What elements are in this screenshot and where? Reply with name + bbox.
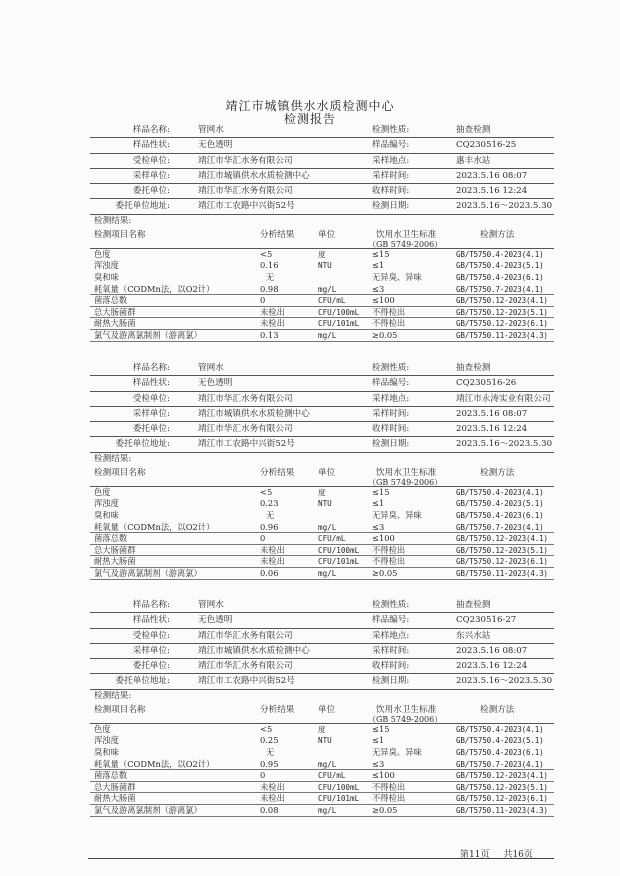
result-item: 臭和味: [94, 271, 119, 282]
info-row: [88, 629, 554, 644]
result-method: GB/T5750.12-2023(6.1): [456, 557, 548, 567]
info-label: 委托单位:: [132, 661, 170, 672]
info-row: [88, 437, 554, 452]
info-row: [88, 169, 554, 184]
info-label: 收样时间:: [372, 661, 410, 672]
info-label: 样品编号:: [372, 378, 410, 389]
result-unit: 度: [318, 724, 326, 734]
info-value: 抽查检测: [456, 125, 491, 135]
info-value: 2023.5.16 12:24: [456, 661, 528, 672]
result-item: 耗氧量（CODMn法，以O2计）: [94, 758, 215, 769]
info-value: 靖江市城镇供水水质检测中心: [198, 170, 310, 181]
result-row: [88, 724, 554, 736]
info-value: 2023.5.16～2023.5.30: [456, 201, 553, 212]
result-method: GB/T5750.11-2023(4.3): [456, 568, 548, 578]
result-value: <5: [260, 723, 273, 734]
result-standard: ≤1: [372, 498, 385, 509]
result-standard: 无异臭、异味: [372, 271, 422, 282]
result-standard: 不得检出: [372, 318, 406, 329]
result-unit: mg/L: [318, 522, 337, 532]
info-label: 检测性质:: [372, 363, 410, 373]
result-value: 未检出: [260, 556, 285, 567]
result-method: GB/T5750.12-2023(5.1): [456, 782, 548, 792]
result-row: [88, 284, 554, 296]
info-value: 靖江市华汇水务有限公司: [198, 630, 293, 641]
row-divider: [90, 689, 554, 690]
col-header-result: 分析结果: [260, 704, 295, 715]
info-label: 样品性状:: [132, 615, 170, 626]
info-label: 采样单位:: [132, 408, 170, 419]
result-value: 未检出: [260, 793, 285, 804]
info-label: 采样单位:: [132, 170, 170, 181]
sample-section: [88, 361, 554, 580]
result-row: [88, 782, 554, 794]
result-item: 总大肠菌群: [94, 781, 136, 792]
result-unit: 度: [318, 487, 326, 497]
results-header: [88, 465, 554, 487]
result-method: GB/T5750.7-2023(4.1): [456, 284, 544, 294]
col-header-standard-code: （GB 5749-2006）: [368, 714, 443, 724]
result-method: GB/T5750.4-2023(6.1): [456, 272, 544, 282]
info-value: 2023.5.16～2023.5.30: [456, 676, 553, 687]
row-divider: [90, 816, 554, 817]
result-value: 0.96: [260, 521, 279, 532]
info-label: 样品性状:: [132, 378, 170, 389]
info-value: 管网水: [198, 363, 224, 373]
col-header-method: 检测方法: [480, 229, 515, 240]
info-value: 2023.5.16 08:07: [456, 645, 528, 656]
info-row: [88, 644, 554, 659]
result-value: 0.23: [260, 498, 279, 509]
result-standard: ≤1: [372, 735, 385, 746]
result-standard: ≤15: [372, 486, 390, 497]
result-item: 耐热大肠菌: [94, 556, 136, 567]
result-unit: CFU/100mL: [318, 782, 360, 792]
info-row: [88, 659, 554, 674]
info-value: 管网水: [198, 125, 224, 135]
info-row: [88, 407, 554, 422]
result-row: [88, 556, 554, 568]
info-value: 靖江市工农路中兴街52号: [198, 439, 295, 450]
col-header-standard: 饮用水卫生标准: [376, 467, 437, 478]
info-label: 收样时间:: [372, 186, 410, 197]
result-method: GB/T5750.7-2023(4.1): [456, 759, 544, 769]
result-standard: ≤3: [372, 283, 385, 294]
result-unit: CFU/100mL: [318, 307, 360, 317]
result-item: 总大肠菌群: [94, 306, 136, 317]
info-label: 检测日期:: [372, 676, 410, 687]
info-label: 采样地点:: [372, 155, 410, 166]
info-value: 靖江市城镇供水水质检测中心: [198, 645, 310, 656]
result-method: GB/T5750.12-2023(5.1): [456, 545, 548, 555]
result-value: 0.06: [260, 567, 279, 578]
results-label: 检测结果:: [94, 690, 132, 701]
result-value: 无: [266, 746, 275, 757]
info-label: 检测性质:: [372, 125, 410, 135]
result-method: GB/T5750.12-2023(5.1): [456, 307, 548, 317]
sample-section: [88, 598, 554, 817]
info-value: CQ230516-27: [456, 615, 517, 626]
results-label: 检测结果:: [94, 215, 132, 226]
result-standard: 不得检出: [372, 306, 406, 317]
info-value: 靖江市永涛实业有限公司: [456, 393, 551, 404]
result-value: 0: [260, 295, 266, 306]
result-item: 总大肠菌群: [94, 544, 136, 555]
result-unit: NTU: [318, 261, 332, 271]
col-header-item: 检测项目名称: [94, 467, 146, 478]
info-value: 东兴水站: [456, 630, 491, 641]
result-row: [88, 260, 554, 272]
result-row: [88, 295, 554, 307]
results-header: [88, 227, 554, 249]
info-value: CQ230516-25: [456, 140, 517, 151]
info-label: 受检单位:: [132, 393, 170, 404]
result-value: <5: [260, 248, 273, 259]
report-title: 检测报告: [283, 112, 336, 126]
result-unit: 度: [318, 249, 326, 259]
row-divider: [90, 341, 554, 342]
result-row: [88, 805, 554, 817]
result-standard: ≤15: [372, 248, 390, 259]
result-item: 耐热大肠菌: [94, 793, 136, 804]
sample-section: [88, 123, 554, 342]
result-unit: CFU/mL: [318, 534, 346, 544]
info-value: 靖江市华汇水务有限公司: [198, 424, 293, 435]
result-value: 未检出: [260, 781, 285, 792]
info-value: 管网水: [198, 600, 224, 610]
result-row: [88, 522, 554, 534]
result-standard: ≤100: [372, 295, 395, 306]
info-row: [88, 674, 554, 689]
result-method: GB/T5750.11-2023(4.3): [456, 805, 548, 815]
col-header-item: 检测项目名称: [94, 229, 146, 240]
info-label: 样品名称:: [132, 125, 170, 135]
result-method: GB/T5750.4-2023(6.1): [456, 747, 544, 757]
result-unit: mg/L: [318, 568, 337, 578]
info-row: [88, 613, 554, 628]
info-value: 无色透明: [198, 615, 233, 626]
result-value: 0.16: [260, 260, 279, 271]
info-value: 靖江市华汇水务有限公司: [198, 393, 293, 404]
result-method: GB/T5750.12-2023(4.1): [456, 771, 548, 781]
info-value: 靖江市华汇水务有限公司: [198, 186, 293, 197]
col-header-standard: 饮用水卫生标准: [376, 229, 437, 240]
info-label: 采样地点:: [372, 630, 410, 641]
result-method: GB/T5750.4-2023(4.1): [456, 487, 544, 497]
info-value: 靖江市城镇供水水质检测中心: [198, 408, 310, 419]
result-item: 氯气及游离氯制剂（游离氯）: [94, 329, 202, 340]
result-row: [88, 759, 554, 771]
row-divider: [90, 579, 554, 580]
result-row: [88, 545, 554, 557]
result-standard: ≤3: [372, 758, 385, 769]
info-row: [88, 392, 554, 407]
info-value: 2023.5.16 08:07: [456, 170, 528, 181]
result-standard: 不得检出: [372, 781, 406, 792]
result-standard: ≤3: [372, 521, 385, 532]
page-footer: [460, 847, 547, 860]
info-row: [88, 154, 554, 169]
result-item: 浑浊度: [94, 735, 119, 746]
result-item: 氯气及游离氯制剂（游离氯）: [94, 804, 202, 815]
result-row: [88, 735, 554, 747]
result-row: [88, 249, 554, 261]
info-label: 委托单位:: [132, 424, 170, 435]
result-item: 臭和味: [94, 509, 119, 520]
result-value: 0.95: [260, 758, 279, 769]
info-value: 惠丰水站: [456, 155, 491, 166]
result-row: [88, 487, 554, 499]
result-row: [88, 272, 554, 284]
result-item: 菌落总数: [94, 533, 128, 544]
result-standard: ≤15: [372, 723, 390, 734]
result-method: GB/T5750.12-2023(6.1): [456, 794, 548, 804]
info-value: 2023.5.16 12:24: [456, 186, 528, 197]
result-item: 耗氧量（CODMn法，以O2计）: [94, 283, 215, 294]
result-method: GB/T5750.4-2023(5.1): [456, 499, 544, 509]
result-method: GB/T5750.7-2023(4.1): [456, 522, 544, 532]
col-header-result: 分析结果: [260, 229, 295, 240]
result-method: GB/T5750.11-2023(4.3): [456, 330, 548, 340]
info-label: 样品编号:: [372, 140, 410, 151]
info-label: 检测日期:: [372, 201, 410, 212]
info-label: 受检单位:: [132, 155, 170, 166]
page-total: 共16页: [503, 850, 533, 860]
row-divider: [90, 214, 554, 215]
result-row: [88, 498, 554, 510]
result-row: [88, 510, 554, 522]
result-item: 耐热大肠菌: [94, 318, 136, 329]
result-item: 菌落总数: [94, 770, 128, 781]
info-row: [88, 184, 554, 199]
result-value: 未检出: [260, 318, 285, 329]
info-value: 靖江市华汇水务有限公司: [198, 155, 293, 166]
info-label: 采样时间:: [372, 645, 410, 656]
info-label: 样品名称:: [132, 600, 170, 610]
result-value: 0.08: [260, 804, 279, 815]
result-value: 0.98: [260, 283, 279, 294]
result-standard: 无异臭、异味: [372, 509, 422, 520]
result-standard: ≤100: [372, 533, 395, 544]
info-label: 受检单位:: [132, 630, 170, 641]
result-item: 菌落总数: [94, 295, 128, 306]
result-value: 无: [266, 271, 275, 282]
result-standard: 不得检出: [372, 793, 406, 804]
info-value: 无色透明: [198, 140, 233, 151]
report-org-title: 靖江市城镇供水水质检测中心: [225, 99, 395, 113]
result-item: 耗氧量（CODMn法，以O2计）: [94, 521, 215, 532]
result-method: GB/T5750.4-2023(4.1): [456, 724, 544, 734]
col-header-standard: 饮用水卫生标准: [376, 704, 437, 715]
info-row: [88, 598, 554, 613]
result-method: GB/T5750.4-2023(5.1): [456, 261, 544, 271]
result-unit: CFU/100mL: [318, 545, 360, 555]
result-standard: ≥0.05: [372, 329, 398, 340]
result-value: 未检出: [260, 544, 285, 555]
result-value: <5: [260, 486, 273, 497]
result-row: [88, 330, 554, 342]
info-value: 抽查检测: [456, 600, 491, 610]
info-value: 抽查检测: [456, 363, 491, 373]
info-label: 采样单位:: [132, 645, 170, 656]
info-label: 采样时间:: [372, 170, 410, 181]
col-header-standard-code: （GB 5749-2006）: [368, 239, 443, 249]
result-item: 氯气及游离氯制剂（游离氯）: [94, 567, 202, 578]
result-item: 浑浊度: [94, 498, 119, 509]
info-row: [88, 123, 554, 138]
info-label: 样品名称:: [132, 363, 170, 373]
result-unit: NTU: [318, 499, 332, 509]
info-label: 采样时间:: [372, 408, 410, 419]
info-label: 委托单位:: [132, 186, 170, 197]
info-value: 2023.5.16～2023.5.30: [456, 439, 553, 450]
result-value: 0: [260, 770, 266, 781]
result-unit: CFU/mL: [318, 296, 346, 306]
col-header-item: 检测项目名称: [94, 704, 146, 715]
result-unit: mg/L: [318, 330, 337, 340]
info-label: 检测日期:: [372, 439, 410, 450]
result-value: 0: [260, 533, 266, 544]
info-value: 无色透明: [198, 378, 233, 389]
result-row: [88, 747, 554, 759]
result-method: GB/T5750.12-2023(4.1): [456, 534, 548, 544]
info-label: 检测性质:: [372, 600, 410, 610]
result-value: 0.13: [260, 329, 279, 340]
result-method: GB/T5750.4-2023(5.1): [456, 736, 544, 746]
result-row: [88, 307, 554, 319]
result-unit: mg/L: [318, 805, 337, 815]
col-header-unit: 单位: [318, 229, 336, 240]
info-value: CQ230516-26: [456, 378, 517, 389]
result-value: 未检出: [260, 306, 285, 317]
info-value: 靖江市工农路中兴街52号: [198, 676, 295, 687]
result-standard: 不得检出: [372, 544, 406, 555]
result-unit: NTU: [318, 736, 332, 746]
result-standard: ≤1: [372, 260, 385, 271]
result-unit: CFU/101mL: [318, 794, 360, 804]
info-label: 样品性状:: [132, 140, 170, 151]
result-standard: ≥0.05: [372, 567, 398, 578]
result-unit: mg/L: [318, 284, 337, 294]
info-row: [88, 138, 554, 153]
result-item: 臭和味: [94, 746, 119, 757]
result-method: GB/T5750.12-2023(6.1): [456, 319, 548, 329]
result-method: GB/T5750.4-2023(6.1): [456, 510, 544, 520]
result-standard: 不得检出: [372, 556, 406, 567]
result-row: [88, 318, 554, 330]
info-value: 靖江市华汇水务有限公司: [198, 661, 293, 672]
col-header-method: 检测方法: [480, 467, 515, 478]
result-row: [88, 770, 554, 782]
result-item: 色度: [94, 723, 111, 734]
col-header-unit: 单位: [318, 704, 336, 715]
info-value: 2023.5.16 12:24: [456, 424, 528, 435]
result-unit: CFU/101mL: [318, 319, 360, 329]
result-row: [88, 793, 554, 805]
row-divider: [90, 452, 554, 453]
result-value: 0.25: [260, 735, 279, 746]
col-header-standard-code: （GB 5749-2006）: [368, 477, 443, 487]
col-header-method: 检测方法: [480, 704, 515, 715]
info-label: 收样时间:: [372, 424, 410, 435]
result-standard: ≥0.05: [372, 804, 398, 815]
result-standard: ≤100: [372, 770, 395, 781]
result-unit: CFU/mL: [318, 771, 346, 781]
result-method: GB/T5750.12-2023(4.1): [456, 296, 548, 306]
info-label: 采样地点:: [372, 393, 410, 404]
result-value: 无: [266, 509, 275, 520]
result-row: [88, 568, 554, 580]
results-label: 检测结果:: [94, 453, 132, 464]
info-row: [88, 376, 554, 391]
result-item: 色度: [94, 486, 111, 497]
result-item: 色度: [94, 248, 111, 259]
info-row: [88, 422, 554, 437]
col-header-unit: 单位: [318, 467, 336, 478]
info-label: 委托单位地址:: [115, 201, 170, 212]
col-header-result: 分析结果: [260, 467, 295, 478]
result-unit: CFU/101mL: [318, 557, 360, 567]
info-row: [88, 361, 554, 376]
page-number: 第11页: [460, 850, 490, 860]
info-label: 样品编号:: [372, 615, 410, 626]
result-standard: 无异臭、异味: [372, 746, 422, 757]
info-row: [88, 199, 554, 214]
info-value: 2023.5.16 08:07: [456, 408, 528, 419]
info-value: 靖江市工农路中兴街52号: [198, 201, 295, 212]
result-method: GB/T5750.4-2023(4.1): [456, 249, 544, 259]
result-item: 浑浊度: [94, 260, 119, 271]
result-unit: mg/L: [318, 759, 337, 769]
result-row: [88, 533, 554, 545]
info-label: 委托单位地址:: [115, 676, 170, 687]
info-label: 委托单位地址:: [115, 439, 170, 450]
results-header: [88, 702, 554, 724]
